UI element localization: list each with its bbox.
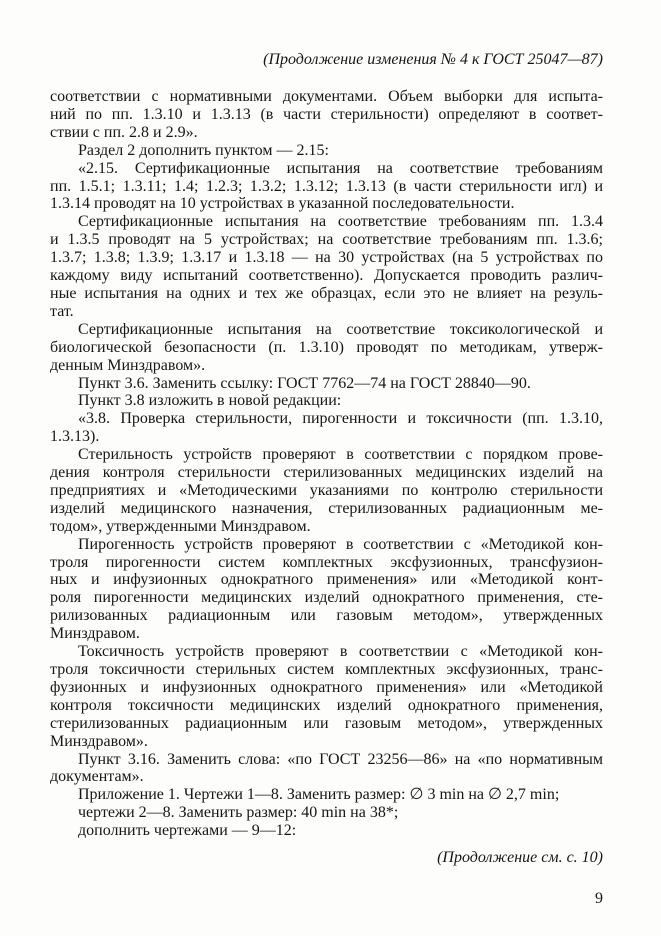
text-line: 1.3.14 проводят на 10 устройствах в указанной последовательности. — [50, 195, 515, 213]
text-line: троля токсичности стерильных систем комплектных эксфузионных, транс- — [50, 661, 603, 678]
paragraph — [50, 410, 603, 446]
text-line: чертежи 2—8. Заменить размер: 40 min на 38*; — [78, 804, 399, 822]
paragraph — [50, 786, 603, 840]
paragraph — [50, 446, 603, 536]
paragraph — [50, 536, 603, 643]
text-line: ные испытания на одних и тех же образцах, если это не влияет на резуль- — [50, 284, 603, 302]
text-line: Сертификационные испытания на соответствие токсикологической и — [78, 320, 603, 338]
header-note: (Продолжение изменения № 4 к ГОСТ 25047—87) — [263, 51, 603, 68]
text-line: Раздел 2 дополнить пунктом — 2.15: — [78, 141, 329, 159]
text-line: троля пирогенности систем комплектных эксфузионных, трансфузион- — [50, 553, 603, 571]
text-line: денным Минздравом». — [50, 356, 206, 374]
text-line: контроля токсичности медицинских изделий однократного применения, — [50, 696, 603, 714]
text-line: Стерильность устройств проверяют в соответствии с порядком прове- — [78, 446, 603, 464]
text-line: «3.8. Проверка стерильности, пирогенности и токсичности (пп. 1.3.10, — [78, 410, 603, 428]
text-line: предприятиях и «Методическими указаниями по контролю стерильности — [50, 481, 603, 499]
text-line: дения контроля стерильности стерилизованных медицинских изделий на — [50, 464, 603, 482]
text-line: роля пирогенности медицинских изделий однократного применения, сте- — [50, 589, 603, 607]
text-line: дополнить чертежами — 9—12: — [78, 822, 297, 840]
text-line: Пункт 3.16. Заменить слова: «по ГОСТ 23256—86» на «по нормативным — [78, 750, 603, 768]
text-line: рилизованных радиационным или газовым методом», утвержденных — [50, 607, 603, 625]
text-line: тат. — [50, 302, 74, 320]
paragraph — [50, 160, 603, 214]
text-line: тодом», утвержденными Минздравом. — [50, 517, 311, 535]
paragraph — [50, 643, 603, 750]
paragraph — [50, 321, 603, 375]
text-line: каждому виду испытаний соответственно). Допускается проводить различ- — [50, 267, 603, 285]
paragraph — [50, 751, 603, 787]
text-line: ствии с пп. 2.8 и 2.9». — [50, 123, 198, 141]
text-line: ний по пп. 1.3.10 и 1.3.13 (в части стерильности) определяют в соответ- — [50, 105, 603, 123]
text-line: изделий медицинского назначения, стерилизованных радиационным ме- — [50, 499, 603, 517]
text-line: Пункт 3.8 изложить в новой редакции: — [78, 392, 342, 410]
paragraph — [50, 88, 603, 142]
text-line: биологической безопасности (п. 1.3.10) проводят по методикам, утверж- — [50, 338, 603, 356]
text-line: Пирогенность устройств проверяют в соответствии с «Методикой кон- — [78, 535, 603, 553]
text-line: Минздравом». — [50, 732, 148, 750]
page-number: 9 — [595, 890, 603, 907]
text-line: Токсичность устройств проверяют в соответствии с «Методикой кон- — [78, 643, 603, 661]
text-line: и 1.3.5 проводят на 5 устройствах; на соответствие требованиям пп. 1.3.6; — [50, 231, 603, 249]
paragraph — [50, 213, 603, 320]
paragraph — [50, 142, 603, 160]
body-text — [50, 88, 603, 840]
text-line: 1.3.7; 1.3.8; 1.3.9; 1.3.17 и 1.3.18 — на 30 устройствах (на 5 устройствах по — [50, 249, 603, 267]
text-line: «2.15. Сертификационные испытания на соответствие требованиям — [78, 159, 603, 177]
text-line: стерилизованных радиационным или газовым методом», утвержденных — [50, 714, 603, 732]
text-line: 1.3.13). — [50, 428, 100, 446]
text-line: пп. 1.5.1; 1.3.11; 1.4; 1.2.3; 1.3.2; 1.3.12; 1.3.13 (в части стерильности игл) и — [50, 177, 603, 195]
footer-note: (Продолжение см. с. 10) — [437, 849, 603, 866]
text-line: Приложение 1. Чертежи 1—8. Заменить размер: ∅ 3 min на ∅ 2,7 min; — [78, 786, 560, 804]
text-line: Минздравом. — [50, 625, 140, 643]
text-line: соответствии с нормативными документами. Объем выборки для испыта- — [50, 88, 603, 105]
text-line: документам». — [50, 768, 144, 786]
text-line: Сертификационные испытания на соответствие требованиям пп. 1.3.4 — [78, 213, 603, 231]
text-line: Пункт 3.6. Заменить ссылку: ГОСТ 7762—74 на ГОСТ 28840—90. — [78, 374, 531, 392]
paragraph — [50, 375, 603, 393]
paragraph — [50, 392, 603, 410]
text-line: фузионных и инфузионных однократного применения» или «Методикой — [50, 678, 603, 696]
text-line: ных и инфузионных однократного применения» или «Методикой конт- — [50, 571, 603, 589]
